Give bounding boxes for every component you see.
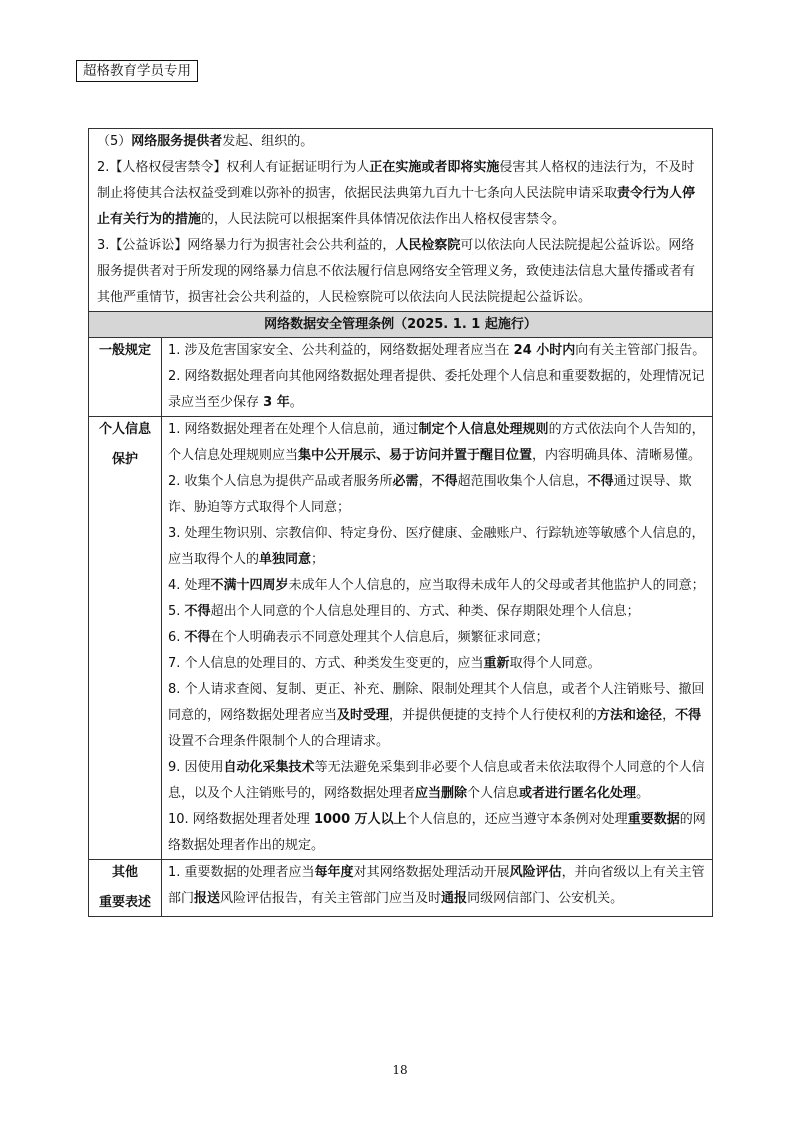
text-run: 9. 因使用 [168, 760, 224, 775]
content-table [88, 128, 713, 917]
text-run: 的网络数据处理者作出的规定。 [168, 812, 706, 853]
personal-item-6 [168, 625, 706, 651]
other-row [89, 860, 713, 917]
emphasis-text: 风险评估 [509, 865, 562, 880]
personal-row [89, 417, 713, 860]
top-block-cell [89, 129, 713, 312]
emphasis-text: 责令行为人停止有关行为的措施 [97, 186, 696, 227]
emphasis-text: 3 年 [263, 395, 290, 410]
emphasis-text: 报送 [194, 891, 221, 906]
item-public-interest [97, 233, 704, 311]
text-run: 6. [168, 630, 185, 645]
text-run: 个人信息 [467, 786, 520, 801]
text-run: 侵害其人格权的违法行为，不及时制止将使其合法权益受到难以弥补的损害，依据民法典第九百九十七条向人民法院申请采取 [97, 160, 695, 201]
text-run: ，内容明确具体、清晰易懂。 [532, 448, 702, 463]
section-title-row [89, 312, 713, 338]
text-run: 的方式依法向个人告知的，个人信息处理规则应当 [168, 422, 705, 463]
text-run: 2. 收集个人信息为提供产品或者服务所 [168, 474, 393, 489]
text-run: 超出个人同意的个人信息处理目的、方式、种类、保存期限处理个人信息； [210, 604, 640, 619]
emphasis-text: 不得 [587, 474, 614, 489]
personal-item-7 [168, 651, 706, 677]
text-run: 向有关主管部门报告。 [575, 343, 706, 358]
emphasis-text: 1000 万人以上 [313, 812, 407, 827]
emphasis-text: 方法和途径 [597, 708, 663, 723]
text-run: 个人信息的，还应当遵守本条例对处理 [406, 812, 628, 827]
emphasis-text: 重新 [483, 656, 510, 671]
emphasis-text: 必需 [392, 474, 419, 489]
general-item-2 [168, 364, 706, 416]
text-run: 1. 网络数据处理者在处理个人信息前，通过 [168, 422, 419, 437]
text-run: ， [662, 708, 676, 723]
general-content [162, 338, 713, 417]
text-run: 3.【公益诉讼】网络暴力行为损害社会公共利益的， [97, 238, 396, 253]
text-run: 的，人民法院可以根据案件具体情况依法作出人格权侵害禁令。 [201, 212, 566, 227]
text-run: ，并向省级以上有关主管部门 [168, 865, 705, 906]
item-injunction [97, 155, 704, 233]
personal-item-8 [168, 677, 706, 755]
personal-item-4 [168, 573, 706, 599]
text-run: 未成年人个人信息的，应当取得未成年人的父母或者其他监护人的同意； [288, 578, 705, 593]
text-run: 3. 处理生物识别、宗教信仰、特定身份、医疗健康、金融账户、行踪轨迹等敏感个人信息的，应当取得个人的 [168, 526, 705, 567]
text-run: ； [311, 552, 325, 567]
other-label: 其他 重要表述 [89, 860, 162, 917]
text-run: 7. 个人信息的处理目的、方式、种类发生变更的，应当 [168, 656, 484, 671]
text-run: 。 [636, 786, 650, 801]
general-item-1 [168, 338, 706, 364]
text-run: 8. 个人请求查阅、复制、更正、补充、删除、限制处理其个人信息，或者个人注销账号、撤回同意的，网络数据处理者应当 [168, 682, 705, 723]
personal-item-1 [168, 417, 706, 469]
emphasis-text: 自动化采集技术 [223, 760, 315, 775]
emphasis-text: 通报 [441, 891, 468, 906]
watermark-stamp: 超格教育学员专用 [76, 60, 198, 82]
text-run: 10. 网络数据处理者处理 [168, 812, 314, 827]
emphasis-text: 人民检察院 [395, 238, 461, 253]
emphasis-text: 单独同意 [259, 552, 312, 567]
text-run: 风险评估报告，有关主管部门应当及时 [220, 891, 442, 906]
text-run: 超范围收集个人信息， [457, 474, 588, 489]
item-5 [97, 129, 704, 155]
personal-item-9 [168, 755, 706, 807]
personal-content [162, 417, 713, 860]
text-run: （5） [97, 134, 132, 149]
emphasis-text: 正在实施或者即将实施 [369, 160, 500, 175]
emphasis-text: 每年度 [314, 865, 354, 880]
emphasis-text: 重要数据 [627, 812, 680, 827]
text-run: ，并提供便捷的支持个人行使权利的 [389, 708, 598, 723]
text-run: 2.【人格权侵害禁令】权利人有证据证明行为人 [97, 160, 370, 175]
emphasis-text: 应当删除 [415, 786, 468, 801]
text-run: 同级网信部门、公安机关。 [467, 891, 624, 906]
section-title: 网络数据安全管理条例（2025. 1. 1 起施行） [89, 312, 713, 338]
top-block-row [89, 129, 713, 312]
emphasis-text: 24 小时内 [513, 343, 576, 358]
other-content [162, 860, 713, 917]
emphasis-text: 不满十四周岁 [210, 578, 289, 593]
text-run: 发起、组织的。 [222, 134, 314, 149]
text-run: 2. 网络数据处理者向其他网络数据处理者提供、委托处理个人信息和重要数据的，处理情况记录应当至少保存 [168, 369, 705, 410]
text-run: 1. 重要数据的处理者应当 [168, 865, 315, 880]
text-run: 取得个人同意。 [509, 656, 601, 671]
personal-label: 个人信息 保护 [89, 417, 162, 860]
other-item-1 [168, 860, 706, 912]
emphasis-text: 不得 [675, 708, 702, 723]
text-run: 4. 处理 [168, 578, 211, 593]
personal-item-5 [168, 599, 706, 625]
text-run: 1. 涉及危害国家安全、公共利益的，网络数据处理者应当在 [168, 343, 514, 358]
text-run: 5. [168, 604, 185, 619]
emphasis-text: 不得 [184, 604, 211, 619]
emphasis-text: 网络服务提供者 [131, 134, 223, 149]
text-run: 通过误导、欺诈、胁迫等方式取得个人同意； [168, 474, 692, 515]
personal-item-3 [168, 521, 706, 573]
emphasis-text: 或者进行匿名化处理 [519, 786, 637, 801]
emphasis-text: 制定个人信息处理规则 [418, 422, 549, 437]
emphasis-text: 不得 [184, 630, 211, 645]
text-run: 等无法避免采集到非必要个人信息或者未依法取得个人同意的个人信息，以及个人注销账号的，网络数据处理者 [168, 760, 705, 801]
text-run: 在个人明确表示不同意处理其个人信息后，频繁征求同意； [210, 630, 549, 645]
text-run: 可以依法向人民法院提起公益诉讼。网络服务提供者对于所发现的网络暴力信息不依法履行信息网络安全管理义务，致使违法信息大量传播或者有其他严重情节，损害社会公共利益的，人民检察院可以依法向人民法院提起公益诉讼。 [97, 238, 696, 305]
emphasis-text: 集中公开展示、易于访问并置于醒目位置 [298, 448, 533, 463]
text-run: 。 [289, 395, 303, 410]
text-run: 对其网络数据处理活动开展 [353, 865, 510, 880]
text-run: ， [418, 474, 432, 489]
general-row [89, 338, 713, 417]
text-run: 设置不合理条件限制个人的合理请求。 [168, 734, 390, 749]
personal-item-10 [168, 807, 706, 859]
page-number: 18 [392, 1063, 408, 1077]
general-label: 一般规定 [89, 338, 162, 417]
emphasis-text: 及时受理 [337, 708, 390, 723]
emphasis-text: 不得 [431, 474, 458, 489]
personal-item-2 [168, 469, 706, 521]
